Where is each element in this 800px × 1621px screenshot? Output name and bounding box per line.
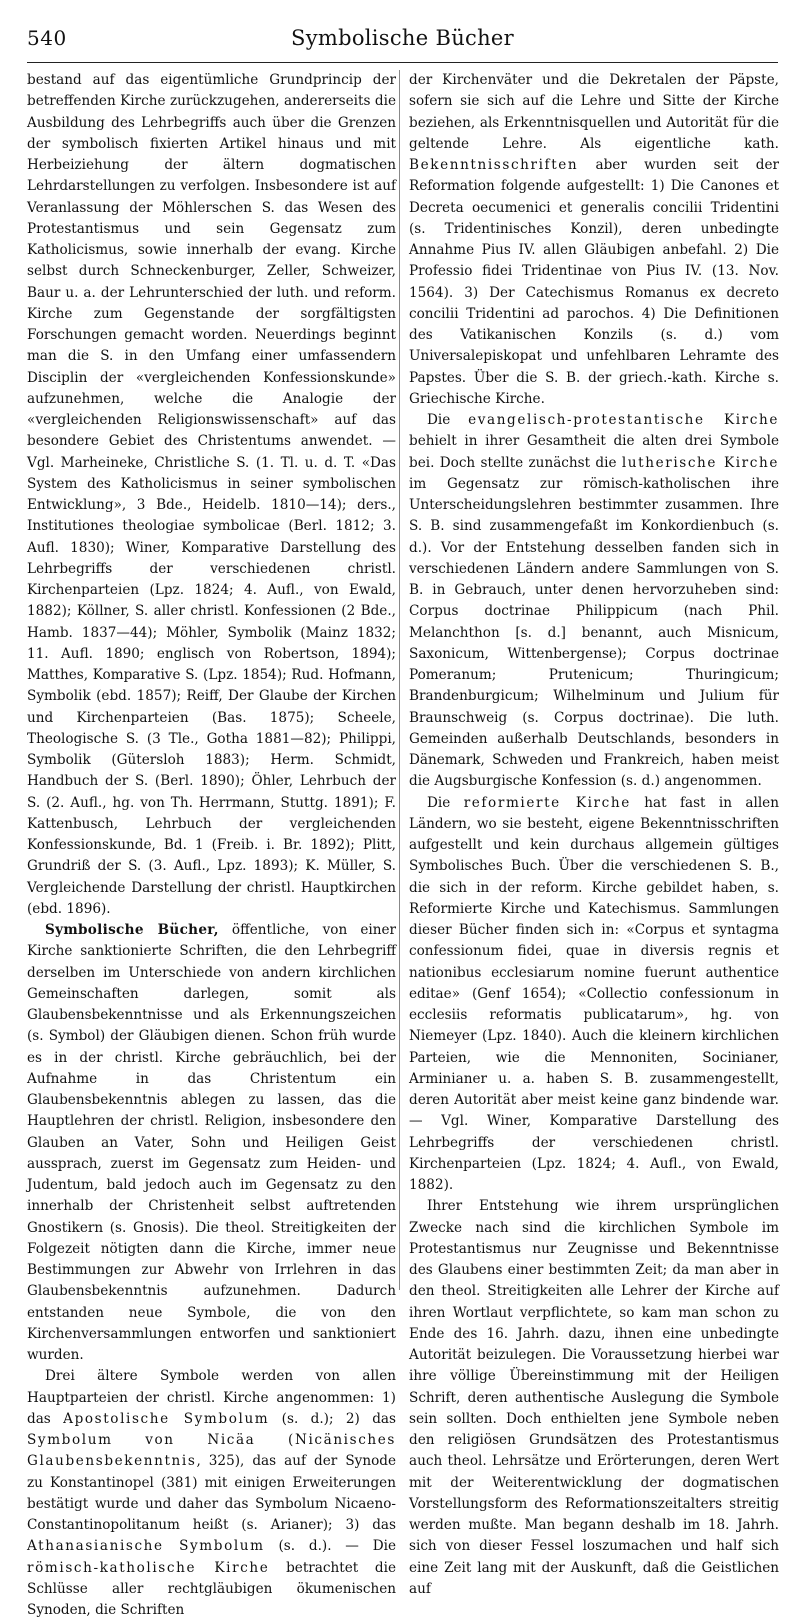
emphasis-run: Symbolum von Nicäa (Nicänisches Glaubensbekenntnis — [27, 1432, 396, 1470]
page-header — [27, 26, 778, 62]
emphasis-run: Athanasianische Symbolum — [27, 1538, 265, 1555]
page-number: 540 — [27, 26, 67, 50]
entry-paragraph — [27, 920, 396, 1366]
right-paragraph-2 — [409, 410, 779, 793]
left-paragraph-3 — [27, 1366, 396, 1621]
left-column — [27, 70, 396, 1621]
emphasis-run: evangelisch-protestantische Kirche — [468, 412, 779, 428]
emphasis-run: lutherische Kirche — [621, 454, 779, 471]
text-run: Drei ältere Symbole werden von allen Hauptparteien der christl. Kirche angenommen: 1) das — [27, 1368, 396, 1427]
text-run: betrachtet die Schlüsse aller rechtgläubigen ökumenischen Synoden, die Schriften — [27, 1559, 396, 1618]
emphasis-run: reformierte Kirche — [463, 794, 631, 811]
text-run: (s. d.). — Die — [264, 1538, 396, 1555]
emphasis-run: römisch-katholische Kirche — [27, 1559, 270, 1576]
text-run: hat fast in allen Ländern, wo sie besteht, eigene Bekenntnisschriften aufgestellt und kein durchaus allgemein gültiges Symbolisches Buch. Über die verschiedenen S. B., die sich in der reform. Kirche gebildet haben, s. Reformierte Kirche und Katechismus. Sammlungen dieser Bücher finden sich in: «Corpus et syntagma confessionum fidei, quae in diversis regnis et nationibus ecclesiarum nomine fuerunt authentice editae» (Genf 1654); «Collectio confessionum in ecclesiis reformatis publicatarum», hg. von Niemeyer (Lpz. 1840). Auch die kleinern kirchlichen Parteien, wie die Mennoniten, Socinianer, Arminianer u. a. haben S. B. zusammengestellt, deren Autorität aber meist keine ganz bindende war. — Vgl. Winer, Komparative Darstellung des Lehrbegriffs der verschiedenen christl. Kirchenparteien (Lpz. 1824; 4. Aufl., von Ewald, 1882). — [409, 794, 779, 1193]
emphasis-run: Bekenntnisschriften — [409, 157, 579, 173]
entry-headword: Symbolische Bücher, — [45, 922, 219, 938]
text-run: Die — [427, 794, 464, 811]
running-title: Symbolische Bücher — [291, 26, 514, 50]
text-run: , 325), das auf der Synode zu Konstantinopel (381) mit einigen Erweiterungen bestätigt wurde und daher das Symbolum Nicaeno-Constantinopolitanum heißt (s. Arianer); 3) das — [27, 1453, 396, 1533]
text-run: Die — [427, 412, 469, 428]
left-paragraph-1: bestand auf das eigentümliche Grundprincip der betreffenden Kirche zurückzugehen, andererseits die Ausbildung des Lehrbegriffs auch über die Grenzen der symbolisch fixierten Artikel hinaus und mit Herbeiziehung der ältern dogmatischen Lehrdarstellungen zu verfolgen. Insbesondere ist auf Veranlassung der Möhlerschen S. das Wesen des Protestantismus und sein Gegensatz zum Katholicismus, sowie innerhalb der evang. Kirche selbst durch Schneckenburger, Zeller, Schweizer, Baur u. a. der Lehrunterschied der luth. und reform. Kirche zum Gegenstande der sorgfältigsten Forschungen gemacht worden. Neuerdings beginnt man die S. in den Umfang einer umfassendern Disciplin der «vergleichenden Konfessionskunde» aufzunehmen, welche die Analogie der «vergleichenden Religionswissenschaft» auf das besondere Gebiet des Christentums anwendet. — Vgl. Marheineke, Christliche S. (1. Tl. u. d. T. «Das System des Katholicismus in seiner symbolischen Entwicklung», 3 Bde., Heidelb. 1810—14); ders., Institutiones theologiae symbolicae (Berl. 1812; 3. Aufl. 1830); Winer, Komparative Darstellung des Lehrbegriffs der verschiedenen christl. Kirchenparteien (Lpz. 1824; 4. Aufl., von Ewald, 1882); Köllner, S. aller christl. Konfessionen (2 Bde., Hamb. 1837—44); Möhler, Symbolik (Mainz 1832; 11. Aufl. 1890; englisch von Robertson, 1894); Matthes, Komparative S. (Lpz. 1854); Rud. Hofmann, Symbolik (ebd. 1857); Reiff, Der Glaube der Kirchen und Kirchenparteien (Bas. 1875); Scheele, Theologische S. (3 Tle., Gotha 1881—82); Philippi, Symbolik (Gütersloh 1883); Herm. Schmidt, Handbuch der S. (Berl. 1890); Öhler, Lehrbuch der S. (2. Aufl., hg. von Th. Herrmann, Stuttg. 1891); F. Kattenbusch, Lehrbuch der vergleichenden Konfessionskunde, Bd. 1 (Freib. i. Br. 1892); Plitt, Grundriß der S. (3. Aufl., Lpz. 1893); K. Müller, S. Vergleichende Darstellung der christl. Hauptkirchen (ebd. 1896). — [27, 72, 396, 917]
right-paragraph-4: Ihrer Entstehung wie ihrem ursprünglichen Zwecke nach sind die kirchlichen Symbole im Protestantismus nur Zeugnisse und Bekenntnisse des Glaubens einer bestimmten Zeit; da man aber in den theol. Streitigkeiten alle Lehrer der Kirche auf ihren Wortlaut verpflichtete, so kam man schon zu Ende des 16. Jahrh. dazu, ihnen eine unbedingte Autorität beizulegen. Die Voraussetzung hierbei war ihre völlige Übereinstimmung mit der Heiligen Schrift, deren authentische Auslegung die Symbole sein sollten. Doch enthielten jene Symbole neben den religiösen Grundsätzen des Protestantismus auch theol. Lehrsätze und Erörterungen, deren Wert mit der Weiterentwicklung der dogmatischen Vorstellungsform des Reformationszeitalters streitig werden mußte. Man begann deshalb im 18. Jahrh. sich von dieser Fessel loszumachen und half sich eine Zeit lang mit der Auskunft, daß die Geistlichen auf — [409, 1198, 779, 1597]
header-rule — [27, 62, 778, 63]
text-run: (s. d.); 2) das — [269, 1410, 396, 1427]
right-column — [409, 70, 779, 1600]
column-divider — [399, 70, 400, 1290]
text-run: der Kirchenväter und die Dekretalen der Päpste, sofern sie sich auf die Lehre und Sitte der Kirche beziehen, als Erkenntnisquellen und Autorität für die geltende Lehre. Als eigentliche kath. — [409, 72, 779, 152]
text-run: behielt in ihrer Gesamtheit die alten drei Symbole bei. Doch stellte zunächst die — [409, 433, 779, 471]
right-paragraph-3 — [409, 793, 779, 1197]
right-paragraph-1 — [409, 70, 779, 410]
text-run: im Gegensatz zur römisch-katholischen ihre Unterscheidungslehren bestimmter zusammen. Ihre S. B. sind zusammengefaßt im Konkordienbuch (s. d.). Vor der Entstehung desselben fanden sich in verschiedenen Ländern andere Sammlungen von S. B. in Gebrauch, unter denen hervorzuheben sind: Corpus doctrinae Philippicum (nach Phil. Melanchthon [s. d.] benannt, auch Misnicum, Saxonicum, Wittenbergense); Corpus doctrinae Pomeranum; Prutenicum; Thuringicum; Brandenburgicum; Wilhelminum und Julium für Braunschweig (s. Corpus doctrinae). Die luth. Gemeinden außerhalb Deutschlands, besonders in Dänemark, Schweden und Frankreich, haben meist die Augsburgische Konfession (s. d.) angenommen. — [409, 475, 779, 790]
entry-text: öffentliche, von einer Kirche sanktionierte Schriften, die den Lehrbegriff derselben im Unterschiede von andern kirchlichen Gemeinschaften darlegen, somit als Glaubensbekenntnisse und als Erkennungszeichen (s. Symbol) der Gläubigen dienen. Schon früh wurde es in der christl. Kirche gebräuchlich, bei der Aufnahme in das Christentum ein Glaubensbekenntnis ablegen zu lassen, das die Hauptlehren der christl. Religion, insbesondere den Glauben an Vater, Sohn und Heiligen Geist aussprach, zuerst im Gegensatz zum Heiden- und Judentum, bald jedoch auch im Gegensatz zu den innerhalb der Christenheit selbst auftretenden Gnostikern (s. Gnosis). Die theol. Streitigkeiten der Folgezeit nötigten dann die Kirche, immer neue Bestimmungen zur Abwehr von Irrlehren in das Glaubensbekenntnis aufzunehmen. Dadurch entstanden neue Symbole, die von den Kirchenversammlungen entworfen und sanktioniert wurden. — [27, 922, 397, 1363]
emphasis-run: Apostolische Symbolum — [63, 1410, 270, 1427]
text-run: aber wurden seit der Reformation folgende aufgestellt: 1) Die Canones et Decreta oecumenici et generalis concilii Tridentini (s. Tridentinisches Konzil), deren unbedingte Annahme Pius IV. allen Gläubigen anbefahl. 2) Die Professio fidei Tridentinae von Pius IV. (13. Nov. 1564). 3) Der Catechismus Romanus ex decreto concilii Tridentini ad parochos. 4) Die Definitionen des Vatikanischen Konzils (s. d.) vom Universalepiskopat und unfehlbaren Lehramte des Papstes. Über die S. B. der griech.-kath. Kirche s. Griechische Kirche. — [409, 157, 779, 407]
